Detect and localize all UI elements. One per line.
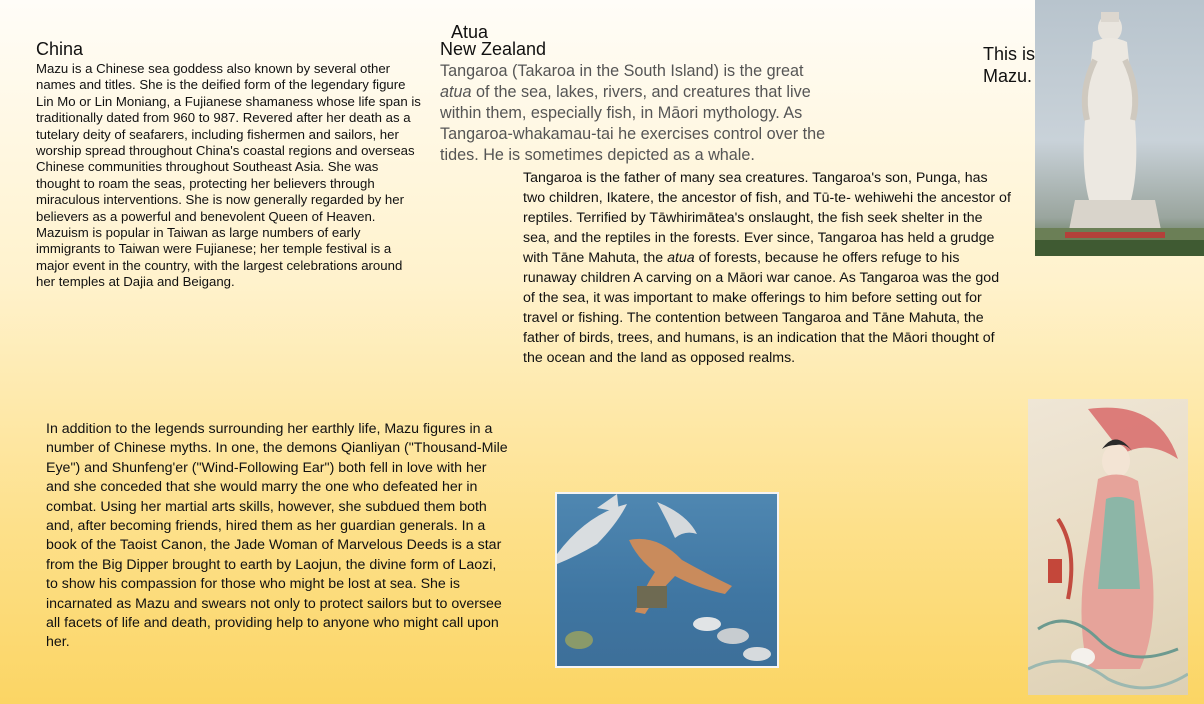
tangaroa-underwater-illustration <box>555 492 779 668</box>
tangaroa-intro-text-2: of the sea, lakes, rivers, and creatures that live within them, especially fish, in Māori mythology. As Tangaroa-whakamau-tai he exercises control over the tides. He is sometimes depicted as a whale. <box>440 83 826 164</box>
new-zealand-heading: New Zealand <box>440 39 547 59</box>
tangaroa-body <box>523 168 1011 368</box>
mazu-caption-line-1: This is <box>983 44 1036 64</box>
tangaroa-body-italic: atua <box>667 250 695 266</box>
tangaroa-body-text-2: of forests, because he offers refuge to his runaway children A carving on a Māori war canoe. As Tangaroa was the god of the sea, it was important to make offerings to him before setting out for travel or fishing. The contention between Tangaroa and Tāne Mahuta, the father of birds, trees, and humans, is an indication that the Māori thought of the ocean and the land as opposed realms. <box>523 250 1000 366</box>
mazu-painting-illustration <box>1028 399 1188 695</box>
mazu-caption <box>983 43 1035 87</box>
tangaroa-body-text-1: Tangaroa is the father of many sea creatures. Tangaroa's son, Punga, has two children, Ikatere, the ancestor of fish, and Tū-te- wehiwehi the ancestor of reptiles. Terrified by Tāwhirimātea's onslaught, the fish seek shelter in the sea, and the reptiles in the forests. Ever since, Tangaroa has held a grudge with Tāne Mahuta, the <box>523 170 1011 266</box>
underwater-scene <box>557 494 777 666</box>
tangaroa-intro <box>440 61 832 166</box>
mazu-legends-body: In addition to the legends surrounding her earthly life, Mazu figures in a number of Chinese myths. In one, the demons Qianliyan ("Thousand-Mile Eye") and Shunfeng'er ("Wind-Following Ear") both fell in love with her and she conceded that she would marry the one who defeated her in combat. Using her martial arts skills, however, she subdued them both and, after becoming friends, hired them as her guardian generals. In a book of the Taoist Canon, the Jade Woman of Marvelous Deeds is a star from the Big Dipper brought to earth by Laojun, the divine form of Laozi, to show his compassion for those who might be lost at sea. She is incarnated as Mazu and swears not only to protect sailors but to oversee all facets of life and death, providing help to anyone who might call upon her. <box>46 421 508 651</box>
china-heading: China <box>36 39 84 59</box>
tangaroa-intro-italic: atua <box>440 83 472 101</box>
mazu-painting <box>1028 399 1188 695</box>
mazu-caption-line-2: Mazu. <box>983 66 1033 86</box>
tangaroa-intro-text-1: Tangaroa (Takaroa in the South Island) is the great <box>440 62 804 80</box>
china-body: Mazu is a Chinese sea goddess also known by several other names and titles. She is the deified form of the legendary figure Lin Mo or Lin Moniang, a Fujianese shamaness whose life span is traditionally dated from 960 to 987. Revered after her death as a tutelary deity of seafarers, including fishermen and sailors, her worship spread throughout China's coastal regions and overseas Chinese communities throughout Southeast Asia. She was thought to roam the seas, protecting her believers through miraculous interventions. She is now generally regarded by her believers as a powerful and benevolent Queen of Heaven. Mazuism is popular in Taiwan as large numbers of early immigrants to Taiwan were Fujianese; her temple festival is a major event in the country, with the largest celebrations around her temples at Dajia and Beigang. <box>36 61 421 290</box>
mazu-statue-illustration <box>1035 0 1204 256</box>
mazu-statue-photo <box>1035 0 1204 256</box>
atua-title: Atua <box>451 22 489 42</box>
